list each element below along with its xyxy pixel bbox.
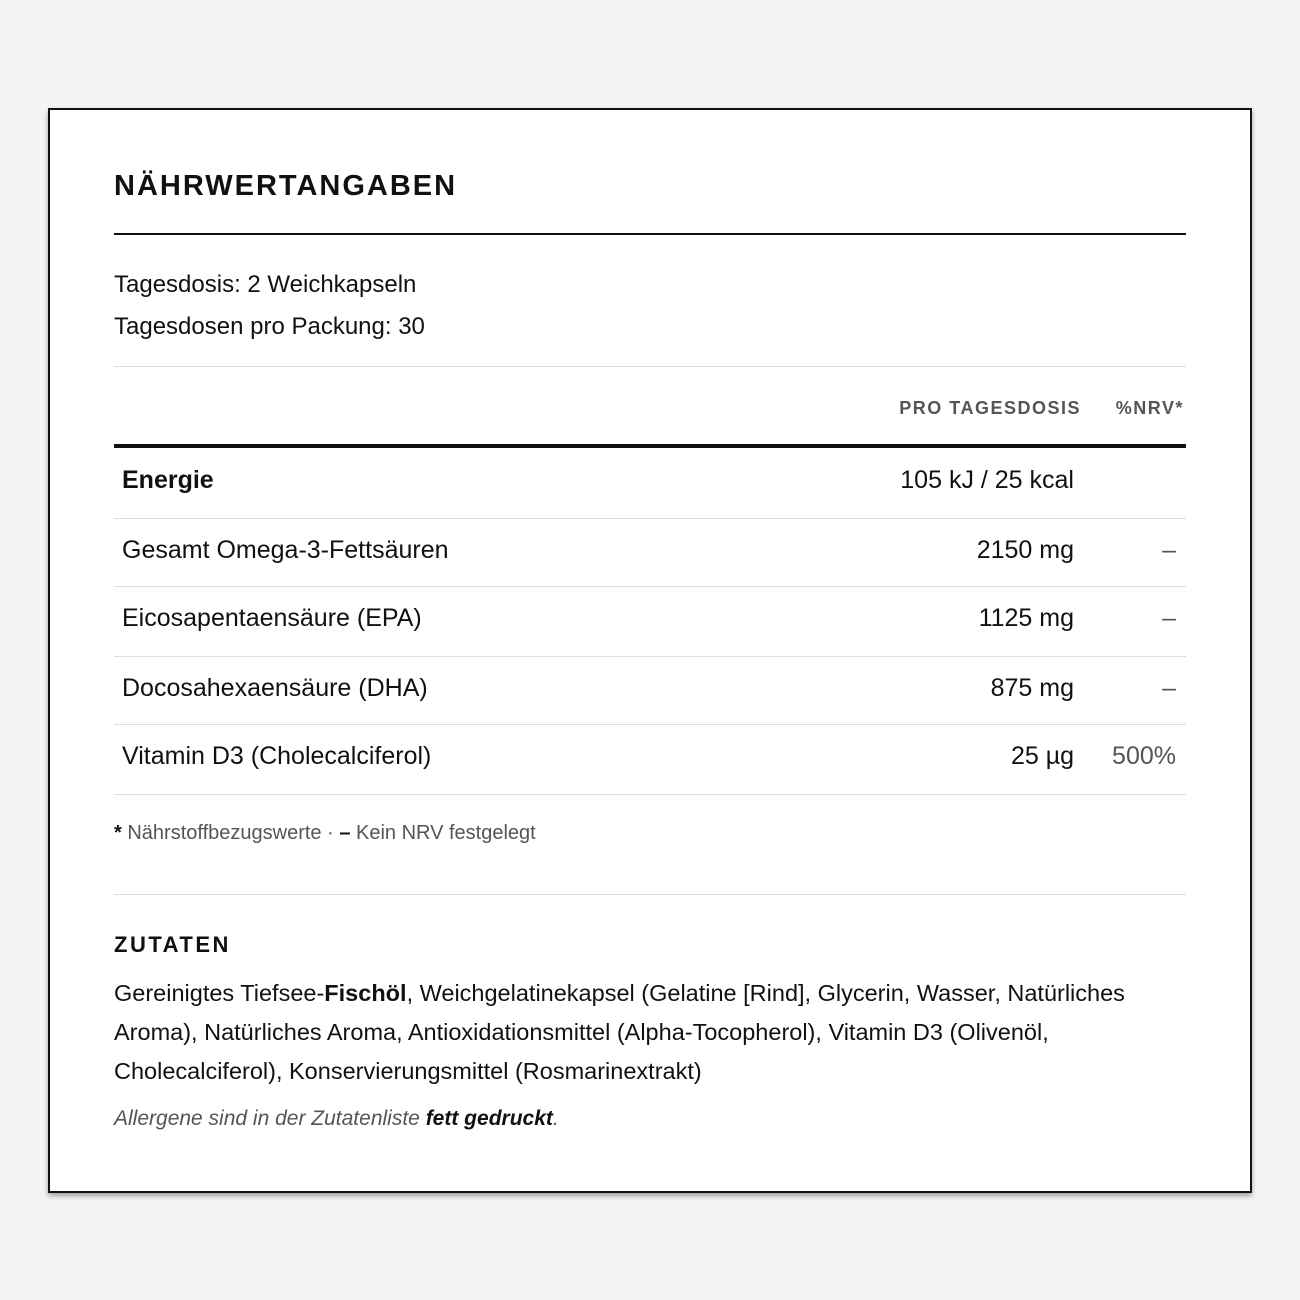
nutrient-amount: 1125 mg: [978, 604, 1074, 632]
nutrient-name: Vitamin D3 (Cholecalciferol): [122, 742, 432, 770]
nutrient-amount: 105 kJ / 25 kcal: [900, 466, 1074, 494]
row-divider: [114, 724, 1186, 725]
footnote-dash-text: Kein NRV festgelegt: [350, 822, 536, 844]
nutrient-name: Energie: [122, 466, 214, 494]
table-header-divider: [114, 444, 1186, 448]
column-header-nrv: %NRV*: [1115, 398, 1184, 418]
allergen-note-text: Allergene sind in der Zutatenliste: [114, 1107, 426, 1130]
panel-title: NÄHRWERTANGABEN: [114, 170, 458, 202]
ingredients-title: ZUTATEN: [114, 932, 231, 957]
footnote-dash: –: [339, 822, 351, 844]
ingredients-text-rest: , Weichgelatinekapsel (Gelatine [Rind], Glycerin, Wasser, Natürliches Aroma), Natürliches Aroma, Antioxidationsmittel (Alpha-Tocopherol), Vitamin D3 (Olivenöl, Cholecalciferol), Konservierungsmittel (Rosmarinextrakt): [114, 980, 1125, 1084]
section-divider: [114, 894, 1186, 895]
allergen-note-end: .: [552, 1107, 559, 1130]
nutrient-amount: 2150 mg: [976, 536, 1074, 564]
serving-divider: [114, 366, 1186, 367]
title-divider: [114, 233, 1186, 235]
serving-size: Tagesdosis: 2 Weichkapseln: [114, 271, 417, 298]
nutrient-name: Docosahexaensäure (DHA): [122, 674, 428, 702]
footnote-star-text: Nährstoffbezugswerte ·: [121, 822, 340, 844]
serving-info: [114, 264, 425, 348]
servings-per-pack: Tagesdosen pro Packung: 30: [114, 313, 425, 340]
nutrient-nrv: –: [1162, 536, 1176, 564]
row-divider: [114, 586, 1186, 587]
nutrition-panel: [48, 108, 1252, 1193]
nutrient-amount: 875 mg: [990, 674, 1074, 702]
allergen-highlight: Fischöl: [324, 980, 407, 1006]
nutrient-nrv: –: [1162, 604, 1176, 632]
nutrient-nrv: 500%: [1112, 742, 1176, 770]
ingredients-list: [114, 974, 1186, 1091]
footnote-star: *: [114, 822, 122, 844]
ingredients-text-start: Gereinigtes Tiefsee-: [114, 980, 325, 1006]
allergen-note: [114, 1107, 559, 1131]
row-divider: [114, 794, 1186, 795]
row-divider: [114, 518, 1186, 519]
nutrient-name: Eicosapentaensäure (EPA): [122, 604, 422, 632]
allergen-note-bold: fett gedruckt: [425, 1107, 553, 1130]
nrv-footnote: [114, 822, 536, 845]
nutrient-nrv: –: [1162, 674, 1176, 702]
nutrient-amount: 25 µg: [1010, 742, 1074, 770]
row-divider: [114, 656, 1186, 657]
column-header-amount: PRO TAGESDOSIS: [899, 398, 1081, 418]
nutrient-name: Gesamt Omega-3-Fettsäuren: [122, 536, 449, 564]
